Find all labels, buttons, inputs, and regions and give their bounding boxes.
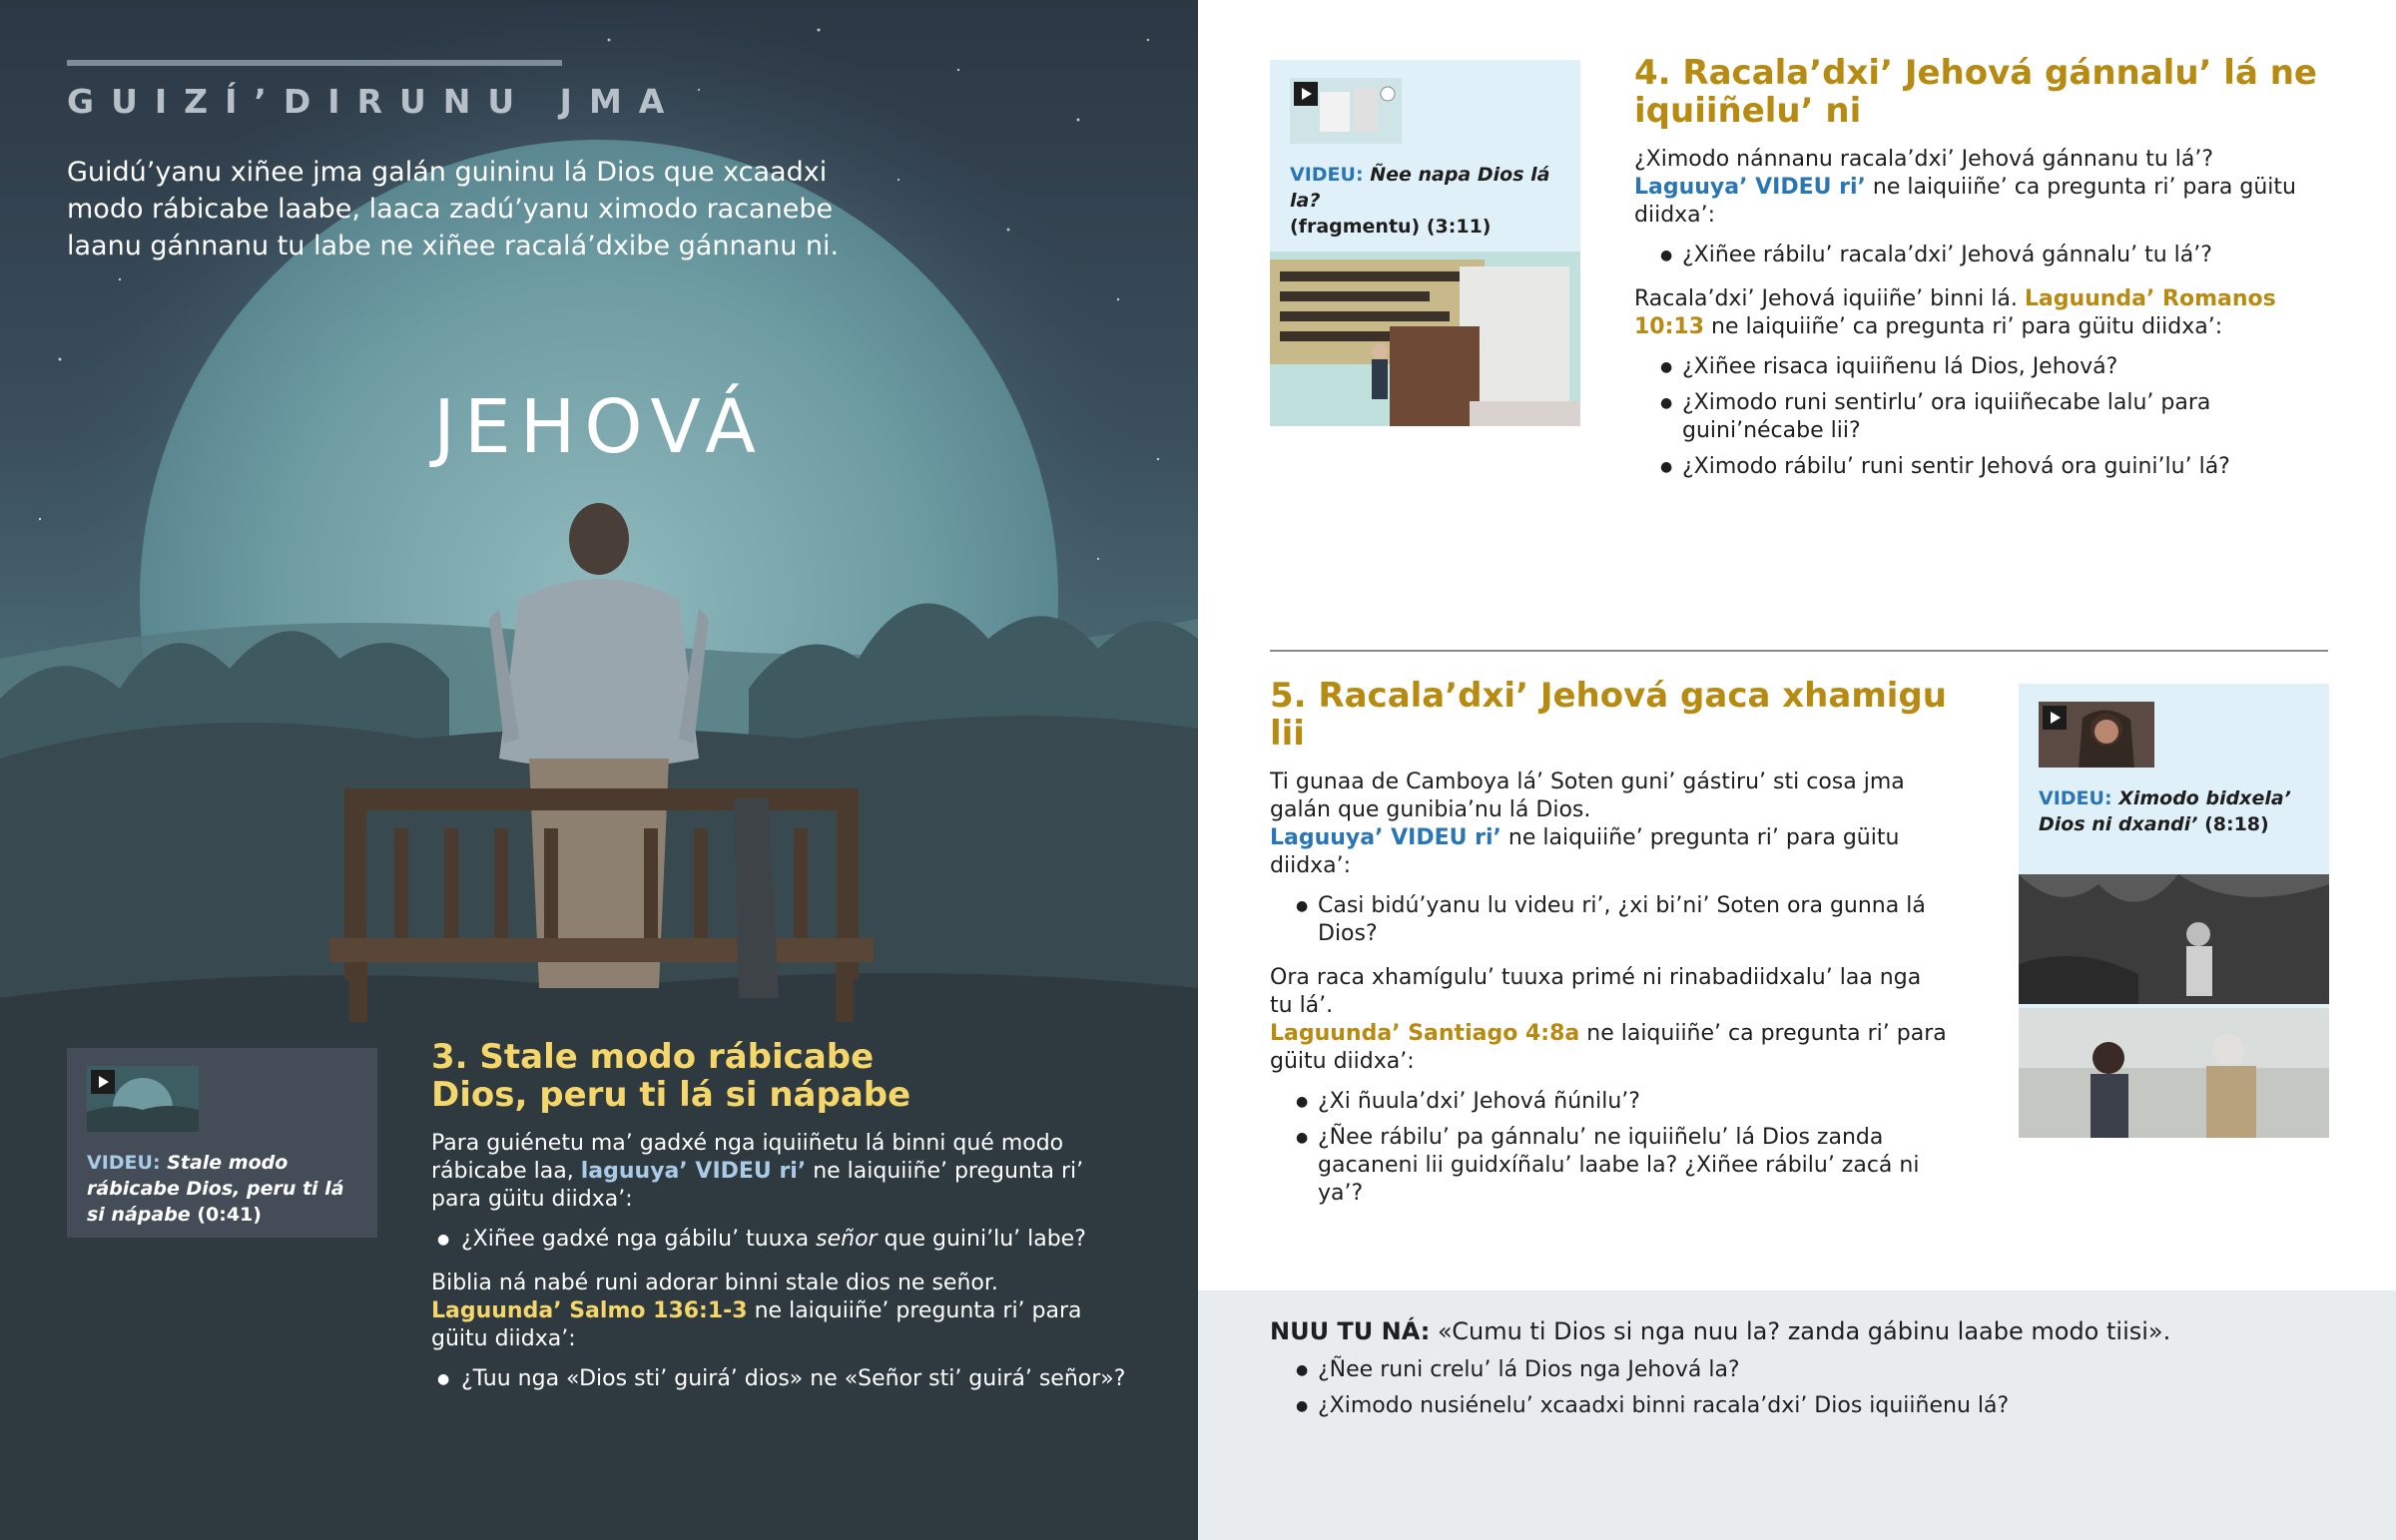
video-duration: (0:41) xyxy=(197,1204,262,1226)
section-divider xyxy=(1270,650,2328,652)
section-5-paragraph-2 xyxy=(1270,964,1949,1076)
question-item xyxy=(431,1226,1130,1254)
hero-word: JEHOVÁ xyxy=(433,384,765,470)
play-icon[interactable] xyxy=(2043,706,2067,730)
video-label: VIDEU: xyxy=(87,1152,161,1174)
scripture-link[interactable]: Laguunda’ Romanos 10:13 xyxy=(1634,286,2276,339)
question-item: ● ¿Tuu nga «Dios sti’ guirá’ dios» ne «Señor sti’ guirá’ señor»? xyxy=(431,1365,1130,1393)
text: ne laiquiiñe’ pregunta ri’ para güitu diidxa’: xyxy=(431,1298,1082,1351)
video-caption xyxy=(87,1150,357,1228)
section-4-paragraph-1 xyxy=(1634,146,2333,230)
video-label: VIDEU: xyxy=(2039,787,2112,809)
review-label: NUU TU NÁ: xyxy=(1270,1317,1431,1345)
question-item: ● ¿Xiñee risaca iquiiñenu lá Dios, Jehová? xyxy=(1634,353,2333,381)
text: ne laiquiiñe’ ca pregunta ri’ para güitu diidxa’: xyxy=(1711,314,2223,339)
video-label: VIDEU: xyxy=(1290,164,1364,186)
right-page xyxy=(1198,0,2396,1540)
video-duration: (8:18) xyxy=(2204,813,2269,835)
text: ne laiquiiñe’ pregunta ri’ para güitu diidxa’: xyxy=(431,1159,1084,1212)
section-4-paragraph-2 xyxy=(1634,285,2333,341)
text: ne laiquiiñe’ ca pregunta ri’ para güitu diidxa’: xyxy=(1270,1021,1947,1074)
video-thumbnail[interactable] xyxy=(2039,702,2309,771)
review-quote: «Cumu ti Dios si nga nuu la? zanda gábinu laabe modo tiisi». xyxy=(1437,1317,2171,1345)
video-still-bw-image xyxy=(2019,874,2329,1004)
section-3 xyxy=(431,1038,1130,1401)
text: Para guiénetu ma’ gadxé nga iquiiñetu lá binni qué modo rábicabe laa, xyxy=(431,1131,1064,1184)
section-5-questions-2 xyxy=(1270,1088,1949,1208)
section-5-questions-1 xyxy=(1270,892,1949,948)
section-3-paragraph-1 xyxy=(431,1130,1130,1214)
question-item: ● ¿Ximodo rábilu’ runi sentir Jehová ora guini’lu’ lá? xyxy=(1634,453,2333,481)
video-still-image xyxy=(1270,252,1580,426)
video-thumbnail[interactable] xyxy=(1290,78,1560,148)
video-card-stale-modo[interactable] xyxy=(67,1048,377,1238)
video-card-ximodo-bidxela[interactable] xyxy=(2019,684,2329,1138)
intro-paragraph: Guidú’yanu xiñee jma galán guininu lá Dios que xcaadxi modo rábicabe laabe, laaca zadú’yanu ximodo racanebe laanu gánnanu tu labe ne xiñee racalá’dxibe gánnanu ni. xyxy=(67,157,840,261)
question-item: ● ¿Ñee runi crelu’ lá Dios nga Jehová la? xyxy=(1270,1356,2324,1384)
play-icon[interactable] xyxy=(91,1070,115,1094)
section-5-paragraph-1 xyxy=(1270,769,1949,880)
header-rule xyxy=(67,60,562,66)
review-questions xyxy=(1270,1356,2324,1420)
video-link[interactable]: laguuya’ VIDEU ri’ xyxy=(580,1159,807,1184)
text: ¿Ximodo nánnanu racala’dxi’ Jehová gánnanu tu lá’? xyxy=(1634,147,2214,172)
text: ¿Xiñee gadxé nga gábilu’ tuuxa xyxy=(461,1227,810,1252)
section-4-questions-1 xyxy=(1634,242,2333,269)
text: ne laiquiiñe’ pregunta ri’ para güitu diidxa’: xyxy=(1270,825,1900,878)
video-thumbnail[interactable] xyxy=(87,1066,357,1136)
video-card-nee-napa[interactable] xyxy=(1270,60,1580,426)
text: Racala’dxi’ Jehová iquiiñe’ binni lá. xyxy=(1634,286,2018,311)
emphasis: señor xyxy=(816,1227,878,1252)
video-link[interactable]: Laguuya’ VIDEU ri’ xyxy=(1634,175,1866,200)
text: Ora raca xhamígulu’ tuuxa primé ni rinabadiidxalu’ laa nga tu lá’. xyxy=(1270,965,1922,1018)
question-item: ● ¿Xiñee rábilu’ racala’dxi’ Jehová gánnalu’ tu lá’? xyxy=(1634,242,2333,269)
video-caption xyxy=(1290,162,1560,240)
video-caption xyxy=(2039,785,2309,837)
section-3-paragraph-2 xyxy=(431,1270,1130,1353)
section-5-heading: 5. Racala’dxi’ Jehová gaca xhamigu lii xyxy=(1270,676,1947,754)
series-title: GUIZÍ’DIRUNU JMA xyxy=(67,82,682,121)
section-3-heading: 3. Stale modo rábicabe Dios, peru ti lá si nápabe xyxy=(431,1037,911,1115)
section-3-questions-2 xyxy=(431,1365,1130,1393)
scripture-link[interactable]: Laguunda’ Salmo 136:1-3 xyxy=(431,1298,748,1323)
video-title[interactable]: Ximodo bidxela’ Dios ni dxandi’ xyxy=(2039,787,2291,835)
text: Ti gunaa de Camboya lá’ Soten guni’ gástiru’ sti cosa jma galán que gunibia’nu lá Dios. xyxy=(1270,770,1905,822)
scripture-link[interactable]: Laguunda’ Santiago 4:8a xyxy=(1270,1021,1580,1046)
section-4-questions-2 xyxy=(1634,353,2333,481)
review-statement xyxy=(1270,1316,2324,1346)
video-title[interactable]: Ñee napa Dios lá la? xyxy=(1290,164,1550,212)
question-item: ● Casi bidú’yanu lu videu ri’, ¿xi bi’ni’ Soten ora gunna lá Dios? xyxy=(1270,892,1949,948)
video-duration: (fragmentu) (3:11) xyxy=(1290,216,1492,238)
question-item: ● ¿Xi ñuula’dxi’ Jehová ñúnilu’? xyxy=(1270,1088,1949,1116)
section-5 xyxy=(1270,677,1949,1216)
section-3-questions-1 xyxy=(431,1226,1130,1254)
question-item: ● ¿Ximodo runi sentirlu’ ora iquiiñecabe lalu’ para guini’nécabe lii? xyxy=(1634,389,2333,445)
section-4 xyxy=(1634,54,2333,489)
text: Biblia ná nabé runi adorar binni stale dios ne señor. xyxy=(431,1271,998,1295)
review-footer xyxy=(1198,1290,2396,1540)
play-icon[interactable] xyxy=(1294,82,1318,106)
section-4-heading: 4. Racala’dxi’ Jehová gánnalu’ lá ne iquiiñelu’ ni xyxy=(1634,53,2317,131)
question-item: ● ¿Ñee rábilu’ pa gánnalu’ ne iquiiñelu’ lá Dios zanda gacaneni lii guidxíñalu’ laabe la? ¿Xiñee rábilu’ zacá ni ya’? xyxy=(1270,1124,1949,1208)
text: ne laiquiiñe’ ca pregunta ri’ para güitu diidxa’: xyxy=(1634,175,2296,228)
question-item: ● ¿Ximodo nusiénelu’ xcaadxi binni racala’dxi’ Dios iquiiñenu lá? xyxy=(1270,1392,2324,1420)
video-title[interactable]: Stale modo rábicabe Dios, peru ti lá si nápabe xyxy=(87,1152,344,1226)
video-still-color-image xyxy=(2019,1008,2329,1138)
text: que guini’lu’ labe? xyxy=(884,1227,1086,1252)
video-link[interactable]: Laguuya’ VIDEU ri’ xyxy=(1270,825,1501,850)
